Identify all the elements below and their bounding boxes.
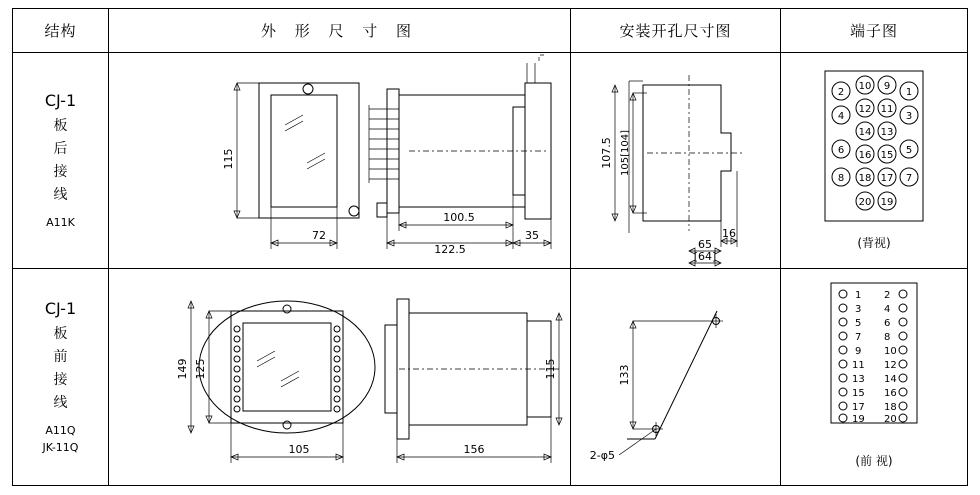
terminal-3: 3 [855,304,862,315]
terminal-2: 2 [837,87,845,98]
terminal-5: 5 [855,318,862,329]
row1-dim-105-104: 105[104] [620,130,631,176]
terminal-20: 20 [858,197,872,208]
header-label-outline: 外 形 尺 寸 图 [260,22,419,40]
dimension-table [12,8,968,486]
row2-code-2: JK-11Q [42,440,79,454]
row2-terminal-cell [781,269,967,485]
row2-line-2: 前 [53,348,68,365]
row2-mounting-drawing [571,269,781,483]
terminal-11: 11 [852,360,865,371]
row2-code-1: A11Q [45,423,76,437]
row2-outline-drawing [109,269,571,483]
row2-label-stack [13,269,108,485]
row1-dim-35: 35 [525,229,539,242]
terminal-10: 10 [884,346,897,357]
row1-dim-16: 16 [722,227,736,240]
terminal-12: 12 [884,360,897,371]
row2-dim-115: 115 [544,358,557,380]
terminal-18: 18 [858,173,872,184]
row2-line-4: 线 [53,394,68,411]
row1-dim-72: 72 [312,229,326,242]
row1-outline-drawing [109,53,571,269]
table-row [13,269,967,485]
terminal-16: 16 [858,150,872,161]
terminal-1: 1 [855,290,862,301]
row2-dim-133: 133 [618,364,631,386]
terminal-5: 5 [905,145,913,156]
terminal-3: 3 [905,111,913,122]
row1-dim-65: 65 [698,238,712,251]
row1-line-2: 后 [53,140,68,157]
row2-dim-105: 105 [288,443,310,456]
row2-structure-cell [13,269,109,485]
row1-code-1: A11K [46,215,75,229]
row1-dim-100-5: 100.5 [443,211,475,224]
row1-model: CJ-1 [44,90,77,110]
terminal-12: 12 [858,104,872,115]
row1-line-4: 线 [53,186,68,203]
terminal-4: 4 [837,111,845,122]
terminal-19: 19 [880,197,894,208]
terminal-8: 8 [884,332,891,343]
terminal-14: 14 [858,127,872,138]
header-label-terminal: 端子图 [849,22,898,40]
row1-structure-cell [13,53,109,268]
row2-dim-149: 149 [176,358,189,380]
terminal-11: 11 [880,104,894,115]
header-label-mounting: 安装开孔尺寸图 [619,22,732,40]
row1-dim-115: 115 [222,148,235,170]
row1-dim-122-5: 122.5 [434,243,466,256]
terminal-2: 2 [884,290,891,301]
terminal-8: 8 [837,173,845,184]
row1-line-3: 接 [53,163,68,180]
header-cell-terminal [781,9,967,52]
row2-model: CJ-1 [44,298,77,318]
terminal-10: 10 [858,81,872,92]
row1-terminal-view-label: (背视) [857,236,891,250]
terminal-15: 15 [852,388,865,399]
row1-dim-107-5: 107.5 [600,137,613,169]
row2-line-3: 接 [53,371,68,388]
row2-outline-cell [109,269,571,485]
row2-dim-2-phi5: 2-φ5 [589,449,615,462]
header-label-structure: 结构 [44,22,77,40]
terminal-17: 17 [852,402,865,413]
terminal-15: 15 [880,150,894,161]
terminal-4: 4 [884,304,891,315]
header-cell-outline [109,9,571,52]
header-cell-mounting [571,9,781,52]
row2-mounting-cell [571,269,781,485]
row2-dim-125: 125 [194,358,207,380]
row2-line-1: 板 [53,325,68,342]
terminal-7: 7 [905,173,913,184]
terminal-1: 1 [905,87,913,98]
terminal-9: 9 [883,81,891,92]
row1-outline-cell [109,53,571,268]
terminal-14: 14 [884,374,897,385]
row1-mounting-cell [571,53,781,268]
terminal-13: 13 [852,374,865,385]
terminal-18: 18 [884,402,897,413]
header-cell-structure [13,9,109,52]
row1-dim-64: [64] [693,250,717,263]
terminal-7: 7 [855,332,862,343]
terminal-16: 16 [884,388,897,399]
table-header-row [13,9,967,53]
row1-terminal-drawing [781,53,967,269]
terminal-17: 17 [880,173,894,184]
terminal-6: 6 [837,145,845,156]
terminal-19: 19 [852,414,865,425]
row1-label-stack [13,53,108,268]
row1-line-1: 板 [53,117,68,134]
terminal-20: 20 [884,414,897,425]
row1-terminal-cell [781,53,967,268]
terminal-6: 6 [884,318,891,329]
table-row [13,53,967,269]
terminal-13: 13 [880,127,894,138]
row2-terminal-drawing [781,269,967,483]
row2-dim-156: 156 [463,443,485,456]
row1-mounting-drawing [571,53,781,269]
row2-terminal-view-label: (前 视) [855,454,893,468]
terminal-9: 9 [855,346,862,357]
